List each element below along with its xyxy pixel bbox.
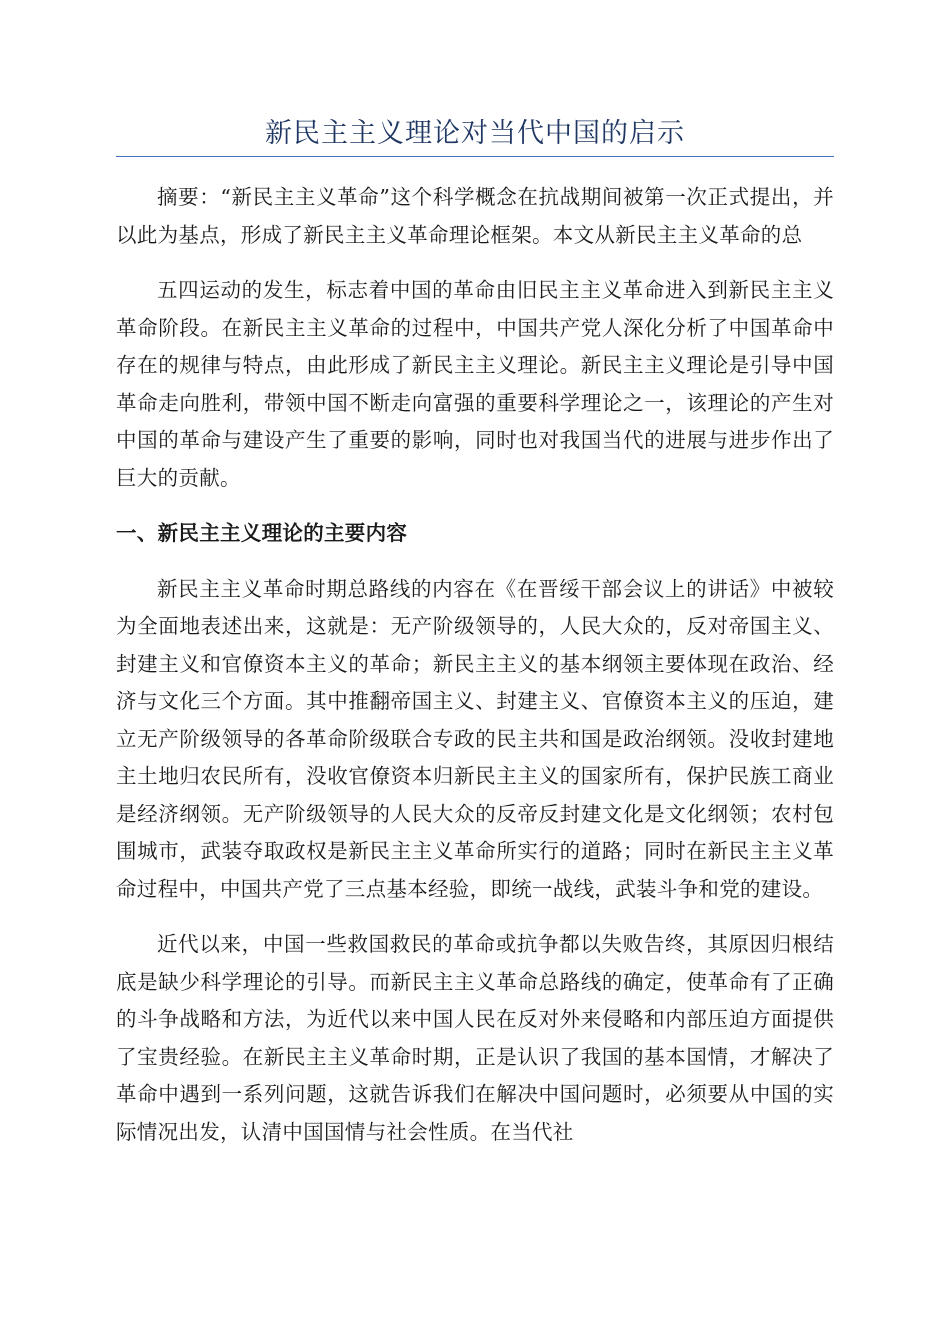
- document-title: 新民主主义理论对当代中国的启示: [265, 118, 685, 149]
- document-page: [116, 0, 834, 1151]
- body-paragraph: 新民主主义革命时期总路线的内容在《在晋绥干部会议上的讲话》中被较为全面地表述出来，这就是：无产阶级领导的，人民大众的，反对帝国主义、封建主义和官僚资本主义的革命；新民主主义的基本纲领主要体现在政治、经济与文化三个方面。其中推翻帝国主义、封建主义、官僚资本主义的压迫，建立无产阶级领导的各革命阶级联合专政的民主共和国是政治纲领。没收封建地主土地归农民所有，没收官僚资本归新民主主义的国家所有，保护民族工商业是经济纲领。无产阶级领导的人民大众的反帝反封建文化是文化纲领；农村包围城市，武装夺取政权是新民主主义革命所实行的道路；同时在新民主主义革命过程中，中国共产党了三点基本经验，即统一战线，武装斗争和党的建设。: [116, 576, 834, 901]
- body-paragraph: 近代以来，中国一些救国救民的革命或抗争都以失败告终，其原因归根结底是缺少科学理论的引导。而新民主主义革命总路线的确定，使革命有了正确的斗争战略和方法，为近代以来中国人民在反对外来侵略和内部压迫方面提供了宝贵经验。在新民主主义革命时期，正是认识了我国的基本国情，才解决了革命中遇到一系列问题，这就告诉我们在解决中国问题时，必须要从中国的实际情况出发，认清中国国情与社会性质。在当代社: [116, 932, 834, 1144]
- intro-paragraph: 五四运动的发生，标志着中国的革命由旧民主主义革命进入到新民主主义革命阶段。在新民主主义革命的过程中，中国共产党人深化分析了中国革命中存在的规律与特点，由此形成了新民主主义理论。新民主主义理论是引导中国革命走向胜利，带领中国不断走向富强的重要科学理论之一，该理论的产生对中国的革命与建设产生了重要的影响，同时也对我国当代的进展与进步作出了巨大的贡献。: [116, 278, 834, 490]
- abstract-paragraph: 摘要：“新民主主义革命”这个科学概念在抗战期间被第一次正式提出，并以此为基点，形成了新民主主义革命理论框架。本文从新民主主义革命的总: [116, 185, 834, 247]
- section-heading: 一、新民主主义理论的主要内容: [116, 521, 408, 545]
- title-underline: [116, 156, 834, 157]
